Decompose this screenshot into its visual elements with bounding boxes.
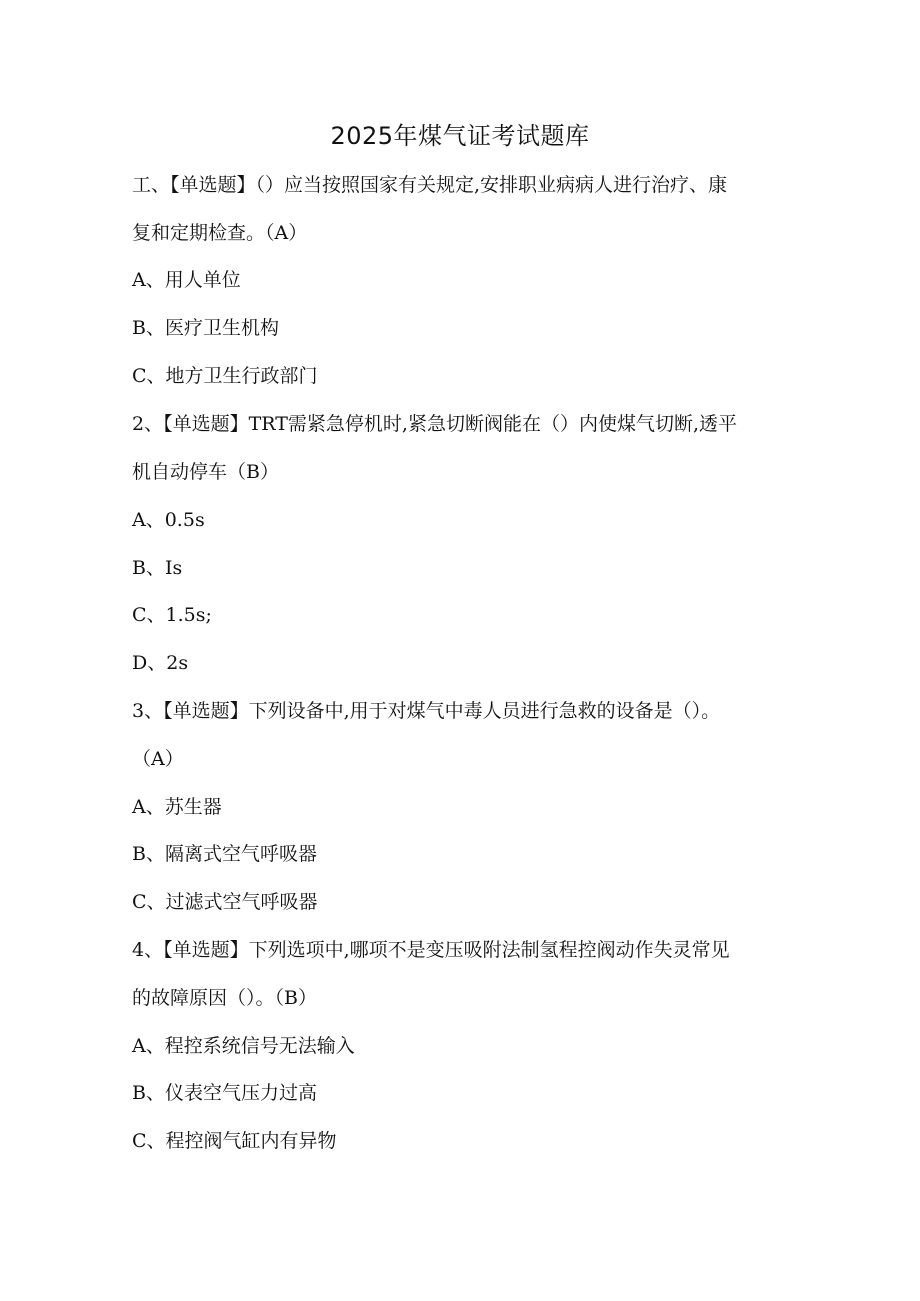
question-2-option-b: B、Is [132, 557, 183, 579]
question-2-stem-line-1: 2、【单选题】TRT需紧急停机时,紧急切断阀能在（）内使煤气切断,透平 [132, 413, 737, 435]
question-4-stem-line-1: 4、【单选题】下列选项中,哪项不是变压吸附法制氢程控阀动作失灵常见 [132, 939, 730, 961]
question-1-option-c: C、地方卫生行政部门 [132, 365, 318, 387]
question-2-option-a: A、0.5s [132, 509, 205, 531]
question-4-option-a: A、程控系统信号无法输入 [132, 1035, 355, 1057]
question-3-option-a: A、苏生器 [132, 796, 222, 818]
document-title: 2025年煤气证考试题库 [330, 122, 590, 150]
question-4-stem-line-2: 的故障原因（）。（B） [132, 987, 317, 1009]
question-4-option-b: B、仪表空气压力过高 [132, 1082, 317, 1104]
question-3-stem-line-2: （A） [132, 748, 184, 770]
question-1-option-b: B、医疗卫生机构 [132, 317, 279, 339]
question-3-option-c: C、过滤式空气呼吸器 [132, 891, 318, 913]
question-3-stem-line-1: 3、【单选题】下列设备中,用于对煤气中毒人员进行急救的设备是（）。 [132, 700, 721, 722]
question-2-option-d: D、2s [132, 652, 189, 674]
question-2-stem-line-2: 机自动停车（B） [132, 461, 279, 483]
question-1-stem-line-1: 工、【单选题】（）应当按照国家有关规定,安排职业病病人进行治疗、康 [132, 174, 728, 196]
question-1-stem-line-2: 复和定期检查。（A） [132, 222, 308, 244]
question-4-option-c: C、程控阀气缸内有异物 [132, 1130, 337, 1152]
question-2-option-c: C、1.5s; [132, 604, 212, 626]
question-1-option-a: A、用人单位 [132, 269, 241, 291]
question-3-option-b: B、隔离式空气呼吸器 [132, 843, 317, 865]
